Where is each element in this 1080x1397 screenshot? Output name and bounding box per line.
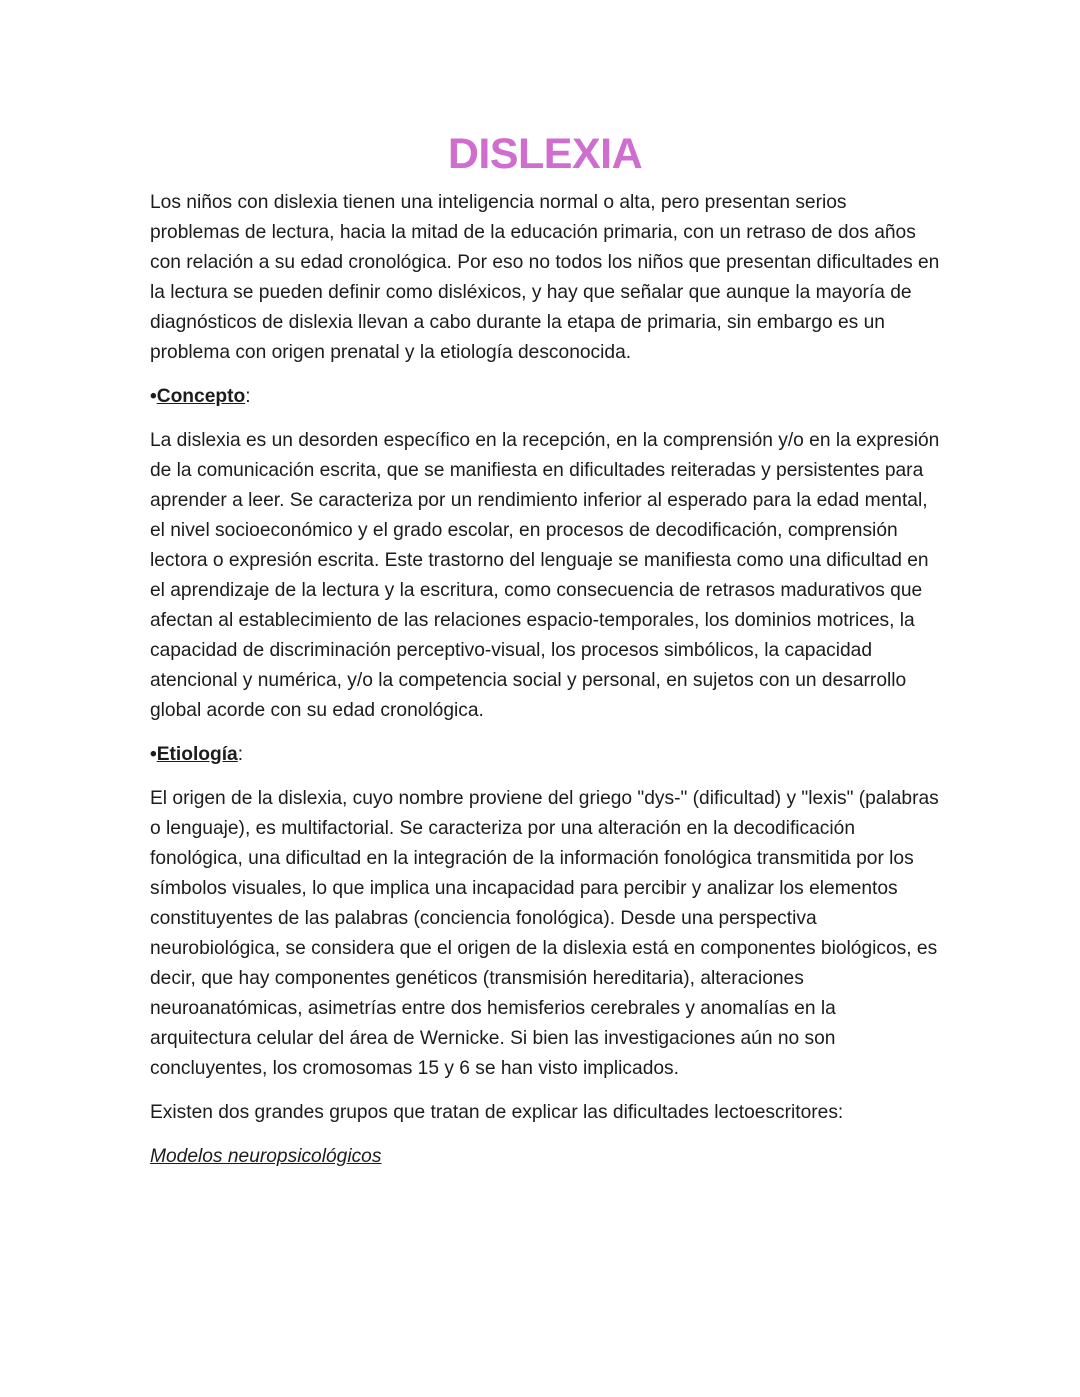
section-heading-colon: : — [245, 386, 251, 407]
intro-paragraph: Los niños con dislexia tienen una inteligencia normal o alta, pero presentan serios problemas de lectura, hacia la mitad de la educación primaria, con un retraso de dos años con relación a su edad cronológica. Por eso no todos los niños que presentan dificultades en la lectura se pueden definir como disléxicos, y hay que señalar que aunque la mayoría de diagnósticos de dislexia llevan a cabo durante la etapa de primaria, sin embargo es un problema con origen prenatal y la etiología desconocida. — [150, 192, 940, 363]
bullet-icon: • — [150, 744, 157, 765]
section-heading-label: Concepto — [156, 386, 246, 407]
subheading-modelos: Modelos neuropsicológicos — [150, 1146, 382, 1167]
concepto-paragraph: La dislexia es un desorden específico en la recepción, en la comprensión y/o en la expresión de la comunicación escrita, que se manifiesta en dificultades reiteradas y persistentes para aprender a leer. Se caracteriza por un rendimiento inferior al esperado para la edad mental, el nivel socioeconómico y el grado escolar, en procesos de decodificación, comprensión lectora o expresión escrita. Este trastorno del lenguaje se manifiesta como una dificultad en el aprendizaje de la lectura y la escritura, como consecuencia de retrasos madurativos que afectan al establecimiento de las relaciones espacio-temporales, los dominios motrices, la capacidad de discriminación perceptivo-visual, los procesos simbólicos, la capacidad atencional y numérica, y/o la competencia social y personal, en sujetos con un desarrollo global acorde con su edad cronológica. — [150, 430, 940, 721]
bullet-icon: • — [150, 386, 157, 407]
groups-intro-paragraph: Existen dos grandes grupos que tratan de explicar las dificultades lectoescritores: — [150, 1102, 844, 1123]
etiologia-paragraph: El origen de la dislexia, cuyo nombre proviene del griego "dys-" (dificultad) y "lexis" (palabras o lenguaje), es multifactorial. Se caracteriza por una alteración en la decodificación fonológica, una dificultad en la integración de la información fonológica transmitida por los símbolos visuales, lo que implica una incapacidad para percibir y analizar los elementos constituyentes de las palabras (conciencia fonológica). Desde una perspectiva neurobiológica, se considera que el origen de la dislexia está en componentes biológicos, es decir, que hay componentes genéticos (transmisión hereditaria), alteraciones neuroanatómicas, asimetrías entre dos hemisferios cerebrales y anomalías en la arquitectura celular del área de Wernicke. Si bien las investigaciones aún no son concluyentes, los cromosomas 15 y 6 se han visto implicados. — [150, 788, 939, 1079]
section-heading-label: Etiología — [156, 744, 238, 765]
section-heading-colon: : — [237, 744, 244, 765]
section-heading-etiologia — [150, 740, 940, 770]
document-page — [150, 128, 940, 1172]
section-heading-concepto — [150, 382, 940, 412]
document-title: DISLEXIA — [447, 130, 643, 178]
